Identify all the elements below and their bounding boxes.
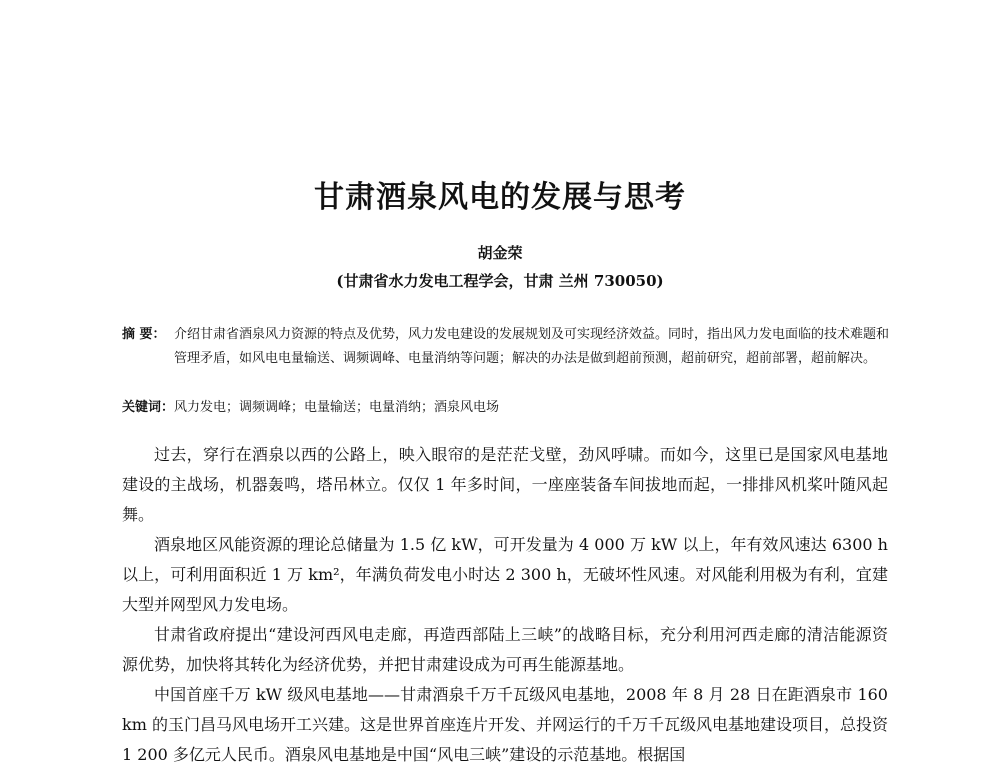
keywords	[122, 396, 892, 420]
author-name: 胡金荣	[477, 244, 523, 262]
keywords-text: 风力发电；调频调峰；电量输送；电量消纳；酒泉风电场	[174, 400, 500, 415]
abstract	[122, 323, 892, 371]
abstract-label: 摘 要：	[122, 327, 166, 342]
abstract-text: 介绍甘肃省酒泉风力资源的特点及优势，风力发电建设的发展规划及可实现经济效益。同时，指出风力发电面临的技术难题和管理矛盾，如风电电量输送、调频调峰、电量消纳等问题；解决的办法是做到超前预测，超前研究，超前部署，超前解决。	[174, 327, 890, 366]
body-paragraph: 过去，穿行在酒泉以西的公路上，映入眼帘的是茫茫戈壁，劲风呼啸。而如今，这里已是国家风电基地建设的主战场，机器轰鸣，塔吊林立。仅仅 1 年多时间，一座座装备车间拔地而起，一排排风机桨叶随风起舞。	[122, 445, 888, 524]
body-paragraph: 中国首座千万 kW 级风电基地——甘肃酒泉千万千瓦级风电基地，2008 年 8 月 28 日在距酒泉市 160 km 的玉门昌马风电场开工兴建。这是世界首座连片开发、并网运行的千万千瓦级风电基地建设项目，总投资 1 200 多亿元人民币。酒泉风电基地是中国“风电三峡”建设的示范基地。根据国	[122, 685, 888, 764]
body-paragraph: 酒泉地区风能资源的理论总储量为 1.5 亿 kW，可开发量为 4 000 万 kW 以上，年有效风速达 6300 h 以上，可利用面积近 1 万 km²，年满负荷发电小时达 2 300 h，无破坏性风速。对风能利用极为有利，宜建大型并网型风力发电场。	[122, 535, 888, 614]
body-text	[122, 440, 888, 770]
keywords-label: 关键词：	[122, 400, 175, 415]
author-affiliation: (甘肃省水力发电工程学会，甘肃 兰州 730050)	[336, 272, 664, 290]
paper-title: 甘肃酒泉风电的发展与思考	[314, 180, 686, 215]
body-paragraph: 甘肃省政府提出“建设河西风电走廊，再造西部陆上三峡”的战略目标，充分利用河西走廊的清洁能源资源优势，加快将其转化为经济优势，并把甘肃建设成为可再生能源基地。	[122, 625, 888, 674]
